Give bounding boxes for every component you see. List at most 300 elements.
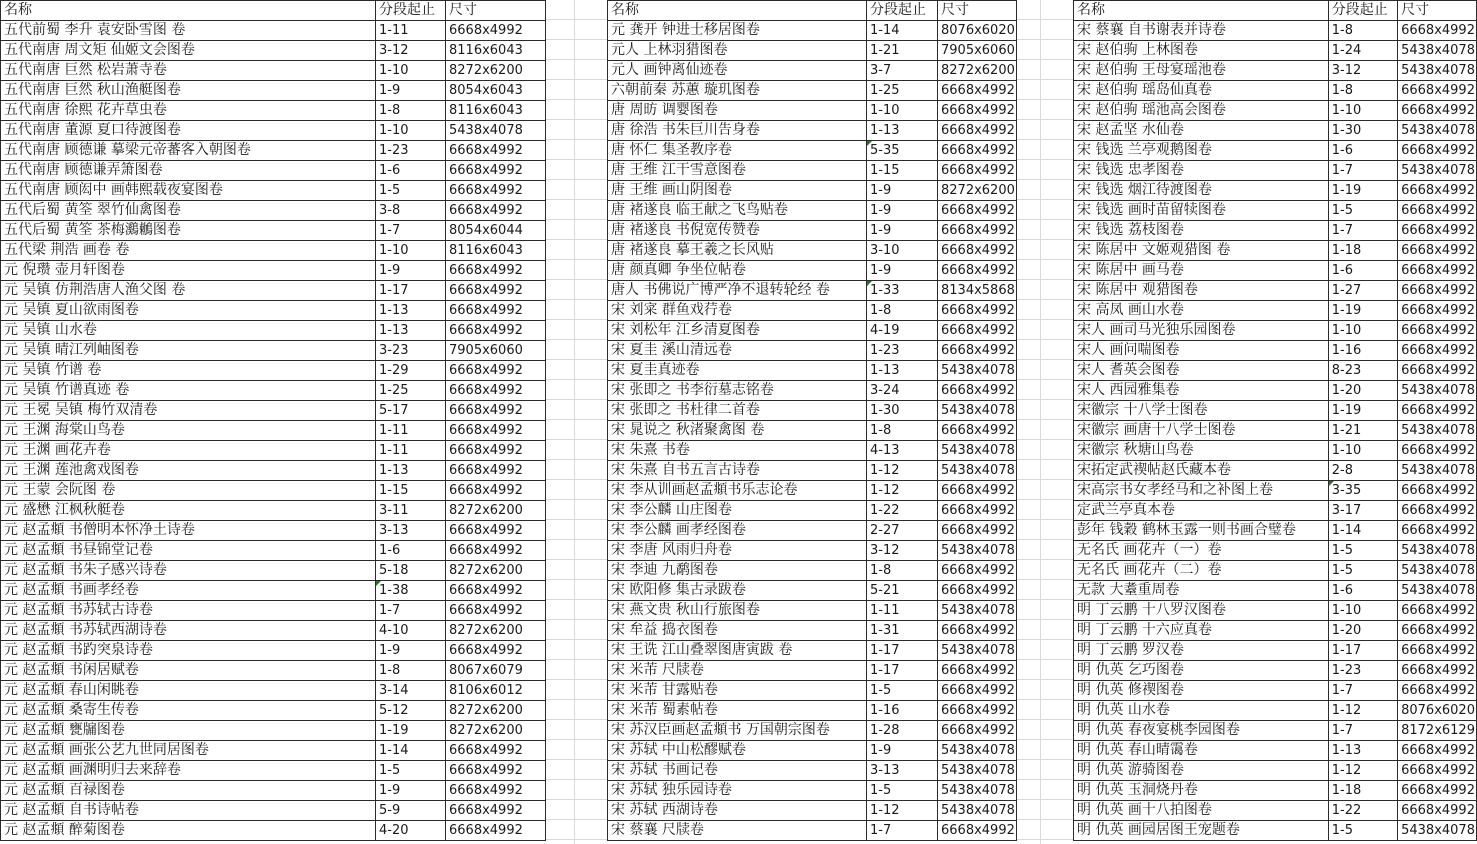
segment-cell[interactable]: 1-8 bbox=[1328, 21, 1397, 41]
segment-cell[interactable]: 3-24 bbox=[867, 381, 938, 401]
name-cell[interactable]: 元 吴镇 竹谱 卷 bbox=[1, 361, 376, 381]
segment-cell[interactable]: 3-11 bbox=[376, 501, 446, 521]
size-cell[interactable]: 6668x4992 bbox=[938, 521, 1017, 541]
name-cell[interactable]: 宋 赵伯驹 瑶池高会图卷 bbox=[1074, 101, 1329, 121]
segment-cell[interactable]: 1-18 bbox=[1328, 241, 1397, 261]
column-header-name[interactable]: 名称 bbox=[1074, 1, 1329, 21]
name-cell[interactable]: 宋 陈居中 文姬观猎图 卷 bbox=[1074, 241, 1329, 261]
size-cell[interactable]: 6668x4992 bbox=[1398, 501, 1477, 521]
name-cell[interactable]: 宋 李从训画赵孟頫书乐志论卷 bbox=[608, 481, 867, 501]
name-cell[interactable]: 元 赵孟頫 桑寄生传卷 bbox=[1, 701, 376, 721]
size-cell[interactable]: 6668x4992 bbox=[1398, 481, 1477, 501]
segment-cell[interactable]: 3-8 bbox=[376, 201, 446, 221]
size-cell[interactable]: 6668x4992 bbox=[1398, 201, 1477, 221]
name-cell[interactable]: 元 赵孟頫 书苏轼西湖诗卷 bbox=[1, 621, 376, 641]
name-cell[interactable]: 宋 赵伯驹 瑶岛仙真卷 bbox=[1074, 81, 1329, 101]
name-cell[interactable]: 元 赵孟頫 书趵突泉诗卷 bbox=[1, 641, 376, 661]
size-cell[interactable]: 6668x4992 bbox=[938, 161, 1017, 181]
size-cell[interactable]: 6668x4992 bbox=[1398, 361, 1477, 381]
name-cell[interactable]: 宋 米芾 甘露贴卷 bbox=[608, 681, 867, 701]
segment-cell[interactable]: 1-19 bbox=[1328, 301, 1397, 321]
size-cell[interactable]: 6668x4992 bbox=[446, 421, 546, 441]
segment-cell[interactable]: 1-25 bbox=[376, 381, 446, 401]
segment-cell[interactable]: 5-21 bbox=[867, 581, 938, 601]
size-cell[interactable]: 5438x4078 bbox=[1398, 61, 1477, 81]
name-cell[interactable]: 元 龚开 钟进士移居图卷 bbox=[608, 21, 867, 41]
segment-cell[interactable]: 2-27 bbox=[867, 521, 938, 541]
size-cell[interactable]: 5438x4078 bbox=[938, 461, 1017, 481]
size-cell[interactable]: 6668x4992 bbox=[1398, 621, 1477, 641]
segment-cell[interactable]: 1-7 bbox=[1328, 721, 1397, 741]
size-cell[interactable]: 6668x4992 bbox=[938, 621, 1017, 641]
name-cell[interactable]: 宋 蔡襄 尺牍卷 bbox=[608, 821, 867, 841]
segment-cell[interactable]: 1-11 bbox=[867, 601, 938, 621]
name-cell[interactable]: 宋 牟益 捣衣图卷 bbox=[608, 621, 867, 641]
name-cell[interactable]: 唐 颜真卿 争坐位帖卷 bbox=[608, 261, 867, 281]
size-cell[interactable]: 6668x4992 bbox=[938, 501, 1017, 521]
name-cell[interactable]: 五代南唐 董源 夏口待渡图卷 bbox=[1, 121, 376, 141]
segment-cell[interactable]: 3-12 bbox=[1328, 61, 1397, 81]
size-cell[interactable]: 5438x4078 bbox=[1398, 541, 1477, 561]
size-cell[interactable]: 6668x4992 bbox=[1398, 441, 1477, 461]
name-cell[interactable]: 宋人 耆英会图卷 bbox=[1074, 361, 1329, 381]
segment-cell[interactable]: 1-17 bbox=[867, 661, 938, 681]
column-header-size[interactable]: 尺寸 bbox=[1398, 1, 1477, 21]
name-cell[interactable]: 明 仇英 修禊图卷 bbox=[1074, 681, 1329, 701]
segment-cell[interactable]: 1-14 bbox=[1328, 521, 1397, 541]
column-header-size[interactable]: 尺寸 bbox=[446, 1, 546, 21]
column-header-size[interactable]: 尺寸 bbox=[938, 1, 1017, 21]
size-cell[interactable]: 8172x6129 bbox=[1398, 721, 1477, 741]
segment-cell[interactable]: 1-25 bbox=[867, 81, 938, 101]
name-cell[interactable]: 元 王蒙 会阮图 卷 bbox=[1, 481, 376, 501]
segment-cell[interactable]: 1-5 bbox=[1328, 541, 1397, 561]
name-cell[interactable]: 五代后蜀 黄筌 茶梅鸂鶒图卷 bbox=[1, 221, 376, 241]
segment-cell[interactable]: 3-17 bbox=[1328, 501, 1397, 521]
name-cell[interactable]: 五代南唐 周文矩 仙姬文会图卷 bbox=[1, 41, 376, 61]
name-cell[interactable]: 定武兰亭真本卷 bbox=[1074, 501, 1329, 521]
name-cell[interactable]: 唐 王维 江干雪意图卷 bbox=[608, 161, 867, 181]
segment-cell[interactable]: 1-11 bbox=[376, 21, 446, 41]
segment-cell[interactable]: 3-35 bbox=[1328, 481, 1397, 501]
size-cell[interactable]: 5438x4078 bbox=[1398, 581, 1477, 601]
name-cell[interactable]: 宋 苏轼 独乐园诗卷 bbox=[608, 781, 867, 801]
size-cell[interactable]: 8272x6200 bbox=[446, 721, 546, 741]
segment-cell[interactable]: 1-21 bbox=[867, 41, 938, 61]
segment-cell[interactable]: 3-7 bbox=[867, 61, 938, 81]
size-cell[interactable]: 6668x4992 bbox=[446, 321, 546, 341]
segment-cell[interactable]: 1-15 bbox=[867, 161, 938, 181]
size-cell[interactable]: 6668x4992 bbox=[938, 821, 1017, 841]
segment-cell[interactable]: 3-14 bbox=[376, 681, 446, 701]
segment-cell[interactable]: 1-19 bbox=[1328, 181, 1397, 201]
size-cell[interactable]: 6668x4992 bbox=[938, 101, 1017, 121]
segment-cell[interactable]: 1-8 bbox=[1328, 81, 1397, 101]
name-cell[interactable]: 明 仇英 春夜宴桃李园图卷 bbox=[1074, 721, 1329, 741]
name-cell[interactable]: 元 赵孟頫 画张公艺九世同居图卷 bbox=[1, 741, 376, 761]
size-cell[interactable]: 5438x4078 bbox=[1398, 821, 1477, 841]
name-cell[interactable]: 元 赵孟頫 书昼锦堂记卷 bbox=[1, 541, 376, 561]
segment-cell[interactable]: 1-5 bbox=[1328, 561, 1397, 581]
size-cell[interactable]: 6668x4992 bbox=[1398, 781, 1477, 801]
segment-cell[interactable]: 1-5 bbox=[1328, 821, 1397, 841]
segment-cell[interactable]: 1-9 bbox=[376, 261, 446, 281]
name-cell[interactable]: 无名氏 画花卉（二）卷 bbox=[1074, 561, 1329, 581]
name-cell[interactable]: 无款 大耋重周卷 bbox=[1074, 581, 1329, 601]
name-cell[interactable]: 宋 赵伯驹 上林图卷 bbox=[1074, 41, 1329, 61]
name-cell[interactable]: 宋 夏圭真迹卷 bbox=[608, 361, 867, 381]
name-cell[interactable]: 元 吴镇 竹谱真迹 卷 bbox=[1, 381, 376, 401]
segment-cell[interactable]: 1-22 bbox=[867, 501, 938, 521]
name-cell[interactable]: 明 仇英 玉洞烧丹卷 bbox=[1074, 781, 1329, 801]
column-header-name[interactable]: 名称 bbox=[608, 1, 867, 21]
name-cell[interactable]: 元 王冕 吴镇 梅竹双清卷 bbox=[1, 401, 376, 421]
name-cell[interactable]: 元 赵孟頫 醉菊图卷 bbox=[1, 821, 376, 841]
size-cell[interactable]: 8272x6200 bbox=[446, 501, 546, 521]
name-cell[interactable]: 明 丁云鹏 十六应真卷 bbox=[1074, 621, 1329, 641]
name-cell[interactable]: 宋 陈居中 观猎图卷 bbox=[1074, 281, 1329, 301]
name-cell[interactable]: 五代南唐 顾德谦弄箫图卷 bbox=[1, 161, 376, 181]
segment-cell[interactable]: 1-6 bbox=[376, 541, 446, 561]
segment-cell[interactable]: 1-9 bbox=[867, 261, 938, 281]
name-cell[interactable]: 五代南唐 巨然 松岩萧寺卷 bbox=[1, 61, 376, 81]
name-cell[interactable]: 宋 苏汉臣画赵孟頫书 万国朝宗图卷 bbox=[608, 721, 867, 741]
size-cell[interactable]: 8116x6043 bbox=[446, 41, 546, 61]
segment-cell[interactable]: 1-5 bbox=[867, 681, 938, 701]
name-cell[interactable]: 元 倪瓒 壶月轩图卷 bbox=[1, 261, 376, 281]
size-cell[interactable]: 6668x4992 bbox=[1398, 101, 1477, 121]
name-cell[interactable]: 宋 陈居中 画马卷 bbox=[1074, 261, 1329, 281]
segment-cell[interactable]: 1-9 bbox=[376, 81, 446, 101]
name-cell[interactable]: 宋 李公麟 山庄图卷 bbox=[608, 501, 867, 521]
name-cell[interactable]: 元人 上林羽猎图卷 bbox=[608, 41, 867, 61]
name-cell[interactable]: 宋 刘松年 江乡清夏图卷 bbox=[608, 321, 867, 341]
name-cell[interactable]: 唐 周昉 调婴图卷 bbox=[608, 101, 867, 121]
segment-cell[interactable]: 1-19 bbox=[376, 721, 446, 741]
segment-cell[interactable]: 1-30 bbox=[1328, 121, 1397, 141]
name-cell[interactable]: 宋 燕文贵 秋山行旅图卷 bbox=[608, 601, 867, 621]
size-cell[interactable]: 5438x4078 bbox=[938, 761, 1017, 781]
segment-cell[interactable]: 1-23 bbox=[376, 141, 446, 161]
segment-cell[interactable]: 3-13 bbox=[867, 761, 938, 781]
segment-cell[interactable]: 1-13 bbox=[376, 461, 446, 481]
name-cell[interactable]: 宋 钱选 兰亭观鹅图卷 bbox=[1074, 141, 1329, 161]
size-cell[interactable]: 8116x6043 bbox=[446, 241, 546, 261]
size-cell[interactable]: 6668x4992 bbox=[938, 241, 1017, 261]
segment-cell[interactable]: 1-6 bbox=[1328, 261, 1397, 281]
size-cell[interactable]: 6668x4992 bbox=[446, 21, 546, 41]
size-cell[interactable]: 6668x4992 bbox=[938, 321, 1017, 341]
name-cell[interactable]: 五代南唐 徐熙 花卉草虫卷 bbox=[1, 101, 376, 121]
name-cell[interactable]: 宋 蔡襄 自书谢表并诗卷 bbox=[1074, 21, 1329, 41]
size-cell[interactable]: 6668x4992 bbox=[938, 301, 1017, 321]
segment-cell[interactable]: 1-9 bbox=[867, 221, 938, 241]
size-cell[interactable]: 6668x4992 bbox=[1398, 141, 1477, 161]
name-cell[interactable]: 宋高宗书女孝经马和之补图上卷 bbox=[1074, 481, 1329, 501]
name-cell[interactable]: 元 赵孟頫 百禄图卷 bbox=[1, 781, 376, 801]
size-cell[interactable]: 6668x4992 bbox=[1398, 401, 1477, 421]
segment-cell[interactable]: 1-7 bbox=[867, 821, 938, 841]
name-cell[interactable]: 宋 钱选 忠孝图卷 bbox=[1074, 161, 1329, 181]
segment-cell[interactable]: 1-20 bbox=[1328, 381, 1397, 401]
segment-cell[interactable]: 1-5 bbox=[376, 761, 446, 781]
name-cell[interactable]: 宋 张即之 书李衍墓志铭卷 bbox=[608, 381, 867, 401]
segment-cell[interactable]: 1-8 bbox=[376, 101, 446, 121]
size-cell[interactable]: 5438x4078 bbox=[938, 401, 1017, 421]
segment-cell[interactable]: 1-28 bbox=[867, 721, 938, 741]
size-cell[interactable]: 8272x6200 bbox=[446, 701, 546, 721]
size-cell[interactable]: 6668x4992 bbox=[1398, 241, 1477, 261]
name-cell[interactable]: 明 仇英 山水卷 bbox=[1074, 701, 1329, 721]
size-cell[interactable]: 6668x4992 bbox=[1398, 21, 1477, 41]
name-cell[interactable]: 宋 苏轼 西湖诗卷 bbox=[608, 801, 867, 821]
size-cell[interactable]: 6668x4992 bbox=[446, 821, 546, 841]
segment-cell[interactable]: 1-9 bbox=[867, 181, 938, 201]
size-cell[interactable]: 5438x4078 bbox=[938, 641, 1017, 661]
size-cell[interactable]: 6668x4992 bbox=[446, 281, 546, 301]
size-cell[interactable]: 5438x4078 bbox=[1398, 161, 1477, 181]
size-cell[interactable]: 6668x4992 bbox=[1398, 681, 1477, 701]
name-cell[interactable]: 宋 赵孟坚 水仙卷 bbox=[1074, 121, 1329, 141]
name-cell[interactable]: 元 赵孟頫 书闲居赋卷 bbox=[1, 661, 376, 681]
segment-cell[interactable]: 1-14 bbox=[376, 741, 446, 761]
name-cell[interactable]: 宋 夏圭 溪山清远卷 bbox=[608, 341, 867, 361]
segment-cell[interactable]: 8-23 bbox=[1328, 361, 1397, 381]
segment-cell[interactable]: 1-5 bbox=[867, 781, 938, 801]
name-cell[interactable]: 唐 徐浩 书朱巨川告身卷 bbox=[608, 121, 867, 141]
name-cell[interactable]: 元 吴镇 仿荆浩唐人渔父图 卷 bbox=[1, 281, 376, 301]
size-cell[interactable]: 5438x4078 bbox=[1398, 381, 1477, 401]
name-cell[interactable]: 元 赵孟頫 书朱子感兴诗卷 bbox=[1, 561, 376, 581]
segment-cell[interactable]: 1-9 bbox=[867, 201, 938, 221]
name-cell[interactable]: 元 赵孟頫 书苏轼古诗卷 bbox=[1, 601, 376, 621]
segment-cell[interactable]: 1-9 bbox=[376, 781, 446, 801]
segment-cell[interactable]: 1-15 bbox=[376, 481, 446, 501]
segment-cell[interactable]: 1-38 bbox=[376, 581, 446, 601]
name-cell[interactable]: 唐 褚遂良 书倪宽传赞卷 bbox=[608, 221, 867, 241]
segment-cell[interactable]: 1-12 bbox=[867, 481, 938, 501]
size-cell[interactable]: 6668x4992 bbox=[446, 601, 546, 621]
size-cell[interactable]: 6668x4992 bbox=[446, 401, 546, 421]
name-cell[interactable]: 明 丁云鹏 十八罗汉图卷 bbox=[1074, 601, 1329, 621]
size-cell[interactable]: 6668x4992 bbox=[938, 581, 1017, 601]
size-cell[interactable]: 8272x6200 bbox=[446, 61, 546, 81]
size-cell[interactable]: 6668x4992 bbox=[446, 781, 546, 801]
size-cell[interactable]: 8272x6200 bbox=[446, 621, 546, 641]
name-cell[interactable]: 五代后蜀 黄筌 翠竹仙禽图卷 bbox=[1, 201, 376, 221]
segment-cell[interactable]: 1-8 bbox=[376, 661, 446, 681]
size-cell[interactable]: 6668x4992 bbox=[1398, 221, 1477, 241]
segment-cell[interactable]: 5-18 bbox=[376, 561, 446, 581]
size-cell[interactable]: 6668x4992 bbox=[446, 461, 546, 481]
segment-cell[interactable]: 1-12 bbox=[1328, 761, 1397, 781]
size-cell[interactable]: 6668x4992 bbox=[1398, 761, 1477, 781]
name-cell[interactable]: 宋徽宗 画唐十八学士图卷 bbox=[1074, 421, 1329, 441]
segment-cell[interactable]: 1-10 bbox=[1328, 321, 1397, 341]
size-cell[interactable]: 8272x6200 bbox=[446, 561, 546, 581]
segment-cell[interactable]: 1-13 bbox=[867, 361, 938, 381]
segment-cell[interactable]: 1-12 bbox=[867, 461, 938, 481]
name-cell[interactable]: 六朝前秦 苏蕙 璇玑图卷 bbox=[608, 81, 867, 101]
segment-cell[interactable]: 4-10 bbox=[376, 621, 446, 641]
segment-cell[interactable]: 1-11 bbox=[376, 421, 446, 441]
segment-cell[interactable]: 5-17 bbox=[376, 401, 446, 421]
size-cell[interactable]: 6668x4992 bbox=[446, 141, 546, 161]
size-cell[interactable]: 5438x4078 bbox=[938, 441, 1017, 461]
name-cell[interactable]: 元 赵孟頫 甕牖图卷 bbox=[1, 721, 376, 741]
name-cell[interactable]: 元 赵孟頫 画渊明归去来辞卷 bbox=[1, 761, 376, 781]
segment-cell[interactable]: 1-33 bbox=[867, 281, 938, 301]
size-cell[interactable]: 6668x4992 bbox=[446, 261, 546, 281]
segment-cell[interactable]: 1-5 bbox=[1328, 201, 1397, 221]
name-cell[interactable]: 宋 钱选 画时苗留犊图卷 bbox=[1074, 201, 1329, 221]
size-cell[interactable]: 6668x4992 bbox=[938, 481, 1017, 501]
name-cell[interactable]: 宋 朱熹 书卷 bbox=[608, 441, 867, 461]
name-cell[interactable]: 宋 刘寀 群鱼戏荇卷 bbox=[608, 301, 867, 321]
name-cell[interactable]: 元 赵孟頫 书画孝经卷 bbox=[1, 581, 376, 601]
size-cell[interactable]: 6668x4992 bbox=[938, 421, 1017, 441]
segment-cell[interactable]: 5-12 bbox=[376, 701, 446, 721]
size-cell[interactable]: 8076x6020 bbox=[1398, 701, 1477, 721]
segment-cell[interactable]: 1-6 bbox=[376, 161, 446, 181]
segment-cell[interactable]: 1-31 bbox=[867, 621, 938, 641]
size-cell[interactable]: 6668x4992 bbox=[446, 301, 546, 321]
size-cell[interactable]: 5438x4078 bbox=[1398, 41, 1477, 61]
name-cell[interactable]: 元 王渊 海棠山鸟卷 bbox=[1, 421, 376, 441]
name-cell[interactable]: 元 盛懋 江枫秋艇卷 bbox=[1, 501, 376, 521]
name-cell[interactable]: 五代梁 荆浩 画卷 卷 bbox=[1, 241, 376, 261]
size-cell[interactable]: 6668x4992 bbox=[938, 141, 1017, 161]
name-cell[interactable]: 明 丁云鹏 罗汉卷 bbox=[1074, 641, 1329, 661]
size-cell[interactable]: 6668x4992 bbox=[446, 181, 546, 201]
size-cell[interactable]: 6668x4992 bbox=[446, 381, 546, 401]
segment-cell[interactable]: 1-19 bbox=[1328, 401, 1397, 421]
name-cell[interactable]: 元 王渊 莲池禽戏图卷 bbox=[1, 461, 376, 481]
segment-cell[interactable]: 5-9 bbox=[376, 801, 446, 821]
segment-cell[interactable]: 3-12 bbox=[376, 41, 446, 61]
segment-cell[interactable]: 1-12 bbox=[1328, 701, 1397, 721]
size-cell[interactable]: 6668x4992 bbox=[938, 721, 1017, 741]
column-header-segment[interactable]: 分段起止 bbox=[376, 1, 446, 21]
size-cell[interactable]: 6668x4992 bbox=[1398, 341, 1477, 361]
name-cell[interactable]: 明 仇英 游骑图卷 bbox=[1074, 761, 1329, 781]
size-cell[interactable]: 6668x4992 bbox=[446, 641, 546, 661]
segment-cell[interactable]: 1-13 bbox=[376, 321, 446, 341]
size-cell[interactable]: 5438x4078 bbox=[938, 361, 1017, 381]
segment-cell[interactable]: 1-9 bbox=[867, 741, 938, 761]
size-cell[interactable]: 6668x4992 bbox=[446, 481, 546, 501]
size-cell[interactable]: 5438x4078 bbox=[1398, 121, 1477, 141]
size-cell[interactable]: 6668x4992 bbox=[1398, 321, 1477, 341]
name-cell[interactable]: 宋 晁说之 秋渚聚禽图 卷 bbox=[608, 421, 867, 441]
segment-cell[interactable]: 1-13 bbox=[1328, 741, 1397, 761]
size-cell[interactable]: 6668x4992 bbox=[446, 201, 546, 221]
size-cell[interactable]: 6668x4992 bbox=[938, 81, 1017, 101]
name-cell[interactable]: 明 仇英 画十八拍图卷 bbox=[1074, 801, 1329, 821]
segment-cell[interactable]: 1-24 bbox=[1328, 41, 1397, 61]
segment-cell[interactable]: 1-9 bbox=[376, 641, 446, 661]
segment-cell[interactable]: 1-23 bbox=[867, 341, 938, 361]
name-cell[interactable]: 宋 王诜 江山叠翠图唐寅跋 卷 bbox=[608, 641, 867, 661]
segment-cell[interactable]: 1-20 bbox=[1328, 621, 1397, 641]
size-cell[interactable]: 8054x6043 bbox=[446, 81, 546, 101]
size-cell[interactable]: 6668x4992 bbox=[1398, 741, 1477, 761]
size-cell[interactable]: 6668x4992 bbox=[938, 261, 1017, 281]
name-cell[interactable]: 宋 赵伯驹 王母宴瑶池卷 bbox=[1074, 61, 1329, 81]
segment-cell[interactable]: 4-20 bbox=[376, 821, 446, 841]
segment-cell[interactable]: 1-13 bbox=[867, 121, 938, 141]
name-cell[interactable]: 宋 欧阳修 集古录跋卷 bbox=[608, 581, 867, 601]
name-cell[interactable]: 无名氏 画花卉（一）卷 bbox=[1074, 541, 1329, 561]
name-cell[interactable]: 明 仇英 乞巧图卷 bbox=[1074, 661, 1329, 681]
size-cell[interactable]: 8116x6043 bbox=[446, 101, 546, 121]
segment-cell[interactable]: 1-21 bbox=[1328, 421, 1397, 441]
name-cell[interactable]: 明 仇英 画园居图王宠题卷 bbox=[1074, 821, 1329, 841]
segment-cell[interactable]: 3-10 bbox=[867, 241, 938, 261]
size-cell[interactable]: 6668x4992 bbox=[1398, 641, 1477, 661]
segment-cell[interactable]: 1-7 bbox=[1328, 681, 1397, 701]
size-cell[interactable]: 5438x4078 bbox=[446, 121, 546, 141]
column-header-name[interactable]: 名称 bbox=[1, 1, 376, 21]
column-header-segment[interactable]: 分段起止 bbox=[1328, 1, 1397, 21]
name-cell[interactable]: 唐 褚遂良 临王献之飞鸟贴卷 bbox=[608, 201, 867, 221]
name-cell[interactable]: 宋人 画司马光独乐园图卷 bbox=[1074, 321, 1329, 341]
size-cell[interactable]: 6668x4992 bbox=[938, 121, 1017, 141]
name-cell[interactable]: 宋 钱选 荔枝图卷 bbox=[1074, 221, 1329, 241]
name-cell[interactable]: 明 仇英 春山晴霭卷 bbox=[1074, 741, 1329, 761]
segment-cell[interactable]: 1-30 bbox=[867, 401, 938, 421]
segment-cell[interactable]: 1-12 bbox=[867, 801, 938, 821]
name-cell[interactable]: 五代南唐 巨然 秋山渔艇图卷 bbox=[1, 81, 376, 101]
name-cell[interactable]: 宋 苏轼 书画记卷 bbox=[608, 761, 867, 781]
name-cell[interactable]: 元 赵孟頫 自书诗帖卷 bbox=[1, 801, 376, 821]
size-cell[interactable]: 6668x4992 bbox=[446, 741, 546, 761]
segment-cell[interactable]: 1-17 bbox=[867, 641, 938, 661]
size-cell[interactable]: 8134x5868 bbox=[938, 281, 1017, 301]
name-cell[interactable]: 元 吴镇 晴江列岫图卷 bbox=[1, 341, 376, 361]
size-cell[interactable]: 6668x4992 bbox=[1398, 601, 1477, 621]
segment-cell[interactable]: 1-10 bbox=[1328, 441, 1397, 461]
size-cell[interactable]: 6668x4992 bbox=[1398, 281, 1477, 301]
name-cell[interactable]: 宋 李迪 九鹬图卷 bbox=[608, 561, 867, 581]
size-cell[interactable]: 7905x6060 bbox=[446, 341, 546, 361]
segment-cell[interactable]: 3-23 bbox=[376, 341, 446, 361]
size-cell[interactable]: 5438x4078 bbox=[1398, 421, 1477, 441]
size-cell[interactable]: 7905x6060 bbox=[938, 41, 1017, 61]
name-cell[interactable]: 元 吴镇 夏山欲雨图卷 bbox=[1, 301, 376, 321]
segment-cell[interactable]: 1-14 bbox=[867, 21, 938, 41]
name-cell[interactable]: 宋拓定武禊帖赵氏藏本卷 bbox=[1074, 461, 1329, 481]
name-cell[interactable]: 唐 王维 画山阴图卷 bbox=[608, 181, 867, 201]
name-cell[interactable]: 元人 画钟离仙迹卷 bbox=[608, 61, 867, 81]
size-cell[interactable]: 6668x4992 bbox=[1398, 301, 1477, 321]
size-cell[interactable]: 6668x4992 bbox=[938, 201, 1017, 221]
name-cell[interactable]: 五代南唐 顾闳中 画韩熙载夜宴图卷 bbox=[1, 181, 376, 201]
size-cell[interactable]: 5438x4078 bbox=[938, 741, 1017, 761]
segment-cell[interactable]: 3-13 bbox=[376, 521, 446, 541]
size-cell[interactable]: 8054x6044 bbox=[446, 221, 546, 241]
size-cell[interactable]: 6668x4992 bbox=[446, 521, 546, 541]
size-cell[interactable]: 6668x4992 bbox=[938, 341, 1017, 361]
segment-cell[interactable]: 1-13 bbox=[376, 301, 446, 321]
name-cell[interactable]: 宋 李公麟 画孝经图卷 bbox=[608, 521, 867, 541]
size-cell[interactable]: 6668x4992 bbox=[938, 681, 1017, 701]
size-cell[interactable]: 6668x4992 bbox=[938, 561, 1017, 581]
segment-cell[interactable]: 1-17 bbox=[1328, 641, 1397, 661]
size-cell[interactable]: 6668x4992 bbox=[446, 161, 546, 181]
size-cell[interactable]: 6668x4992 bbox=[1398, 261, 1477, 281]
name-cell[interactable]: 五代南唐 顾德谦 摹梁元帝蕃客入朝图卷 bbox=[1, 141, 376, 161]
